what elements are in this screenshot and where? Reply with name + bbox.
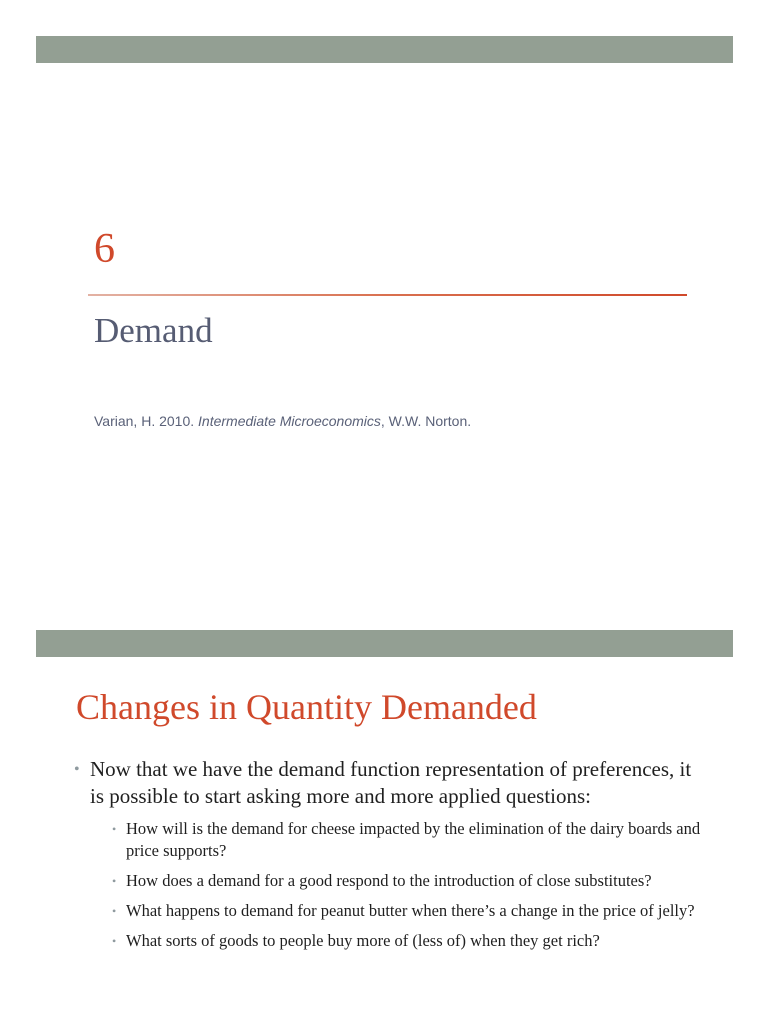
citation-suffix: , W.W. Norton. <box>380 413 472 429</box>
chapter-title: Demand <box>94 311 213 350</box>
subbullet-item: • What happens to demand for peanut butter when there’s a change in the price of jelly? <box>110 900 704 922</box>
title-divider <box>88 294 687 296</box>
slide1-header-band <box>36 36 733 63</box>
chapter-number: 6 <box>94 226 115 272</box>
bullet-list <box>74 756 704 960</box>
subbullet-list <box>90 818 704 952</box>
bullet-item <box>74 756 704 952</box>
slide2-title: Changes in Quantity Demanded <box>76 687 537 727</box>
slide2-header-band <box>36 630 733 657</box>
citation-book-title: Intermediate Microeconomics <box>198 413 381 429</box>
subbullet-item: • How does a demand for a good respond to the introduction of close substitutes? <box>110 870 704 892</box>
citation-prefix: Varian, H. 2010. <box>94 413 199 429</box>
subbullet-item: • How will is the demand for cheese impacted by the elimination of the dairy boards and price supports? <box>110 818 704 862</box>
bullet-text: Now that we have the demand function representation of preferences, it is possible to start asking more and more applied questions: <box>90 757 692 808</box>
citation <box>94 413 471 429</box>
subbullet-item: • What sorts of goods to people buy more of (less of) when they get rich? <box>110 930 704 952</box>
